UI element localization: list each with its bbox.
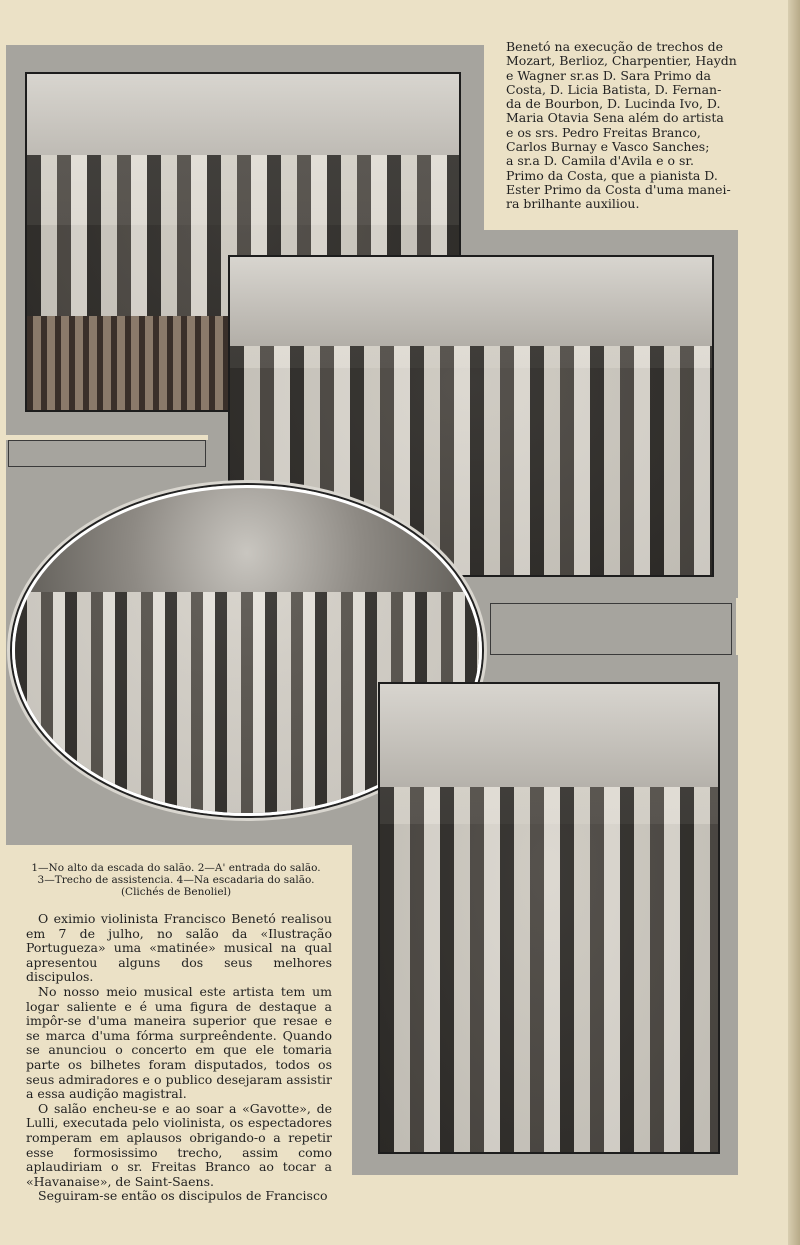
article-paragraph: O eximio violinista Francisco Benetó realisou em 7 de julho, no salão da «Ilustração Portugueza» uma «matinée» musical na qual apresentou alguns dos seus melhores discipulos. xyxy=(26,911,332,985)
text-line: Mozart, Berlioz, Charpentier, Haydn xyxy=(506,53,737,69)
text-line: Ester Primo da Costa d'uma manei- xyxy=(506,181,731,197)
article-paragraph: Seguiram-se então os discipulos de Francisco xyxy=(38,1188,328,1204)
caption-credit: (Clichés de Benoliel) xyxy=(120,886,232,898)
text-line: e Wagner sr.as D. Sara Primo da xyxy=(506,67,711,83)
caption-line: 1—No alto da escada do salão. 2—A' entrada do salão. xyxy=(31,862,321,874)
text-line: a sr.a D. Camila d'Avila e o sr. xyxy=(506,153,694,169)
text-line: Benetó na execução de trechos de xyxy=(506,39,724,54)
text-line: e os srs. Pedro Freitas Branco, xyxy=(506,124,701,140)
article-body xyxy=(26,912,332,1204)
text-line: ra brilhante auxiliou. xyxy=(506,196,640,212)
text-line: Carlos Burnay e Vasco Sanches; xyxy=(506,139,710,155)
article-paragraph: No nosso meio musical este artista tem um logar saliente e é uma figura de destaque a impôr-se d'uma maneira superior que resae e se marca d'uma fórma surpreêndente. Quando se anunciou o concerto em que ele tomaria parte os bilhetes foram disputados, todos os seus admiradores e o publico desejaram assistir a essa audição magistral. xyxy=(26,983,332,1102)
caption-line: 3—Trecho de assistencia. 4—Na escadaria do salão. xyxy=(37,874,315,886)
frame-rule xyxy=(8,440,206,467)
text-line: Primo da Costa, que a pianista D. xyxy=(506,167,718,183)
photo-stair-bottom xyxy=(378,682,720,1154)
text-line: Maria Otavia Sena além do artista xyxy=(506,110,724,126)
text-line: da de Bourbon, D. Lucinda Ivo, D. xyxy=(506,96,721,112)
text-line: Costa, D. Licia Batista, D. Fernan- xyxy=(506,81,722,97)
top-text-block xyxy=(500,40,738,230)
frame-rule xyxy=(490,603,732,655)
photo-caption xyxy=(4,850,348,912)
page-edge xyxy=(788,0,800,1245)
photo-crowd xyxy=(380,787,718,1152)
article-paragraph: O salão encheu-se e ao soar a «Gavotte», de Lulli, executada pelo violinista, os espectadores romperam em aplausos obrigando-o a repetir esse formosissimo trecho, assim como aplaudiriam o sr. Freitas Branco ao tocar a «Havanaise», de Saint-Saens. xyxy=(26,1100,332,1189)
